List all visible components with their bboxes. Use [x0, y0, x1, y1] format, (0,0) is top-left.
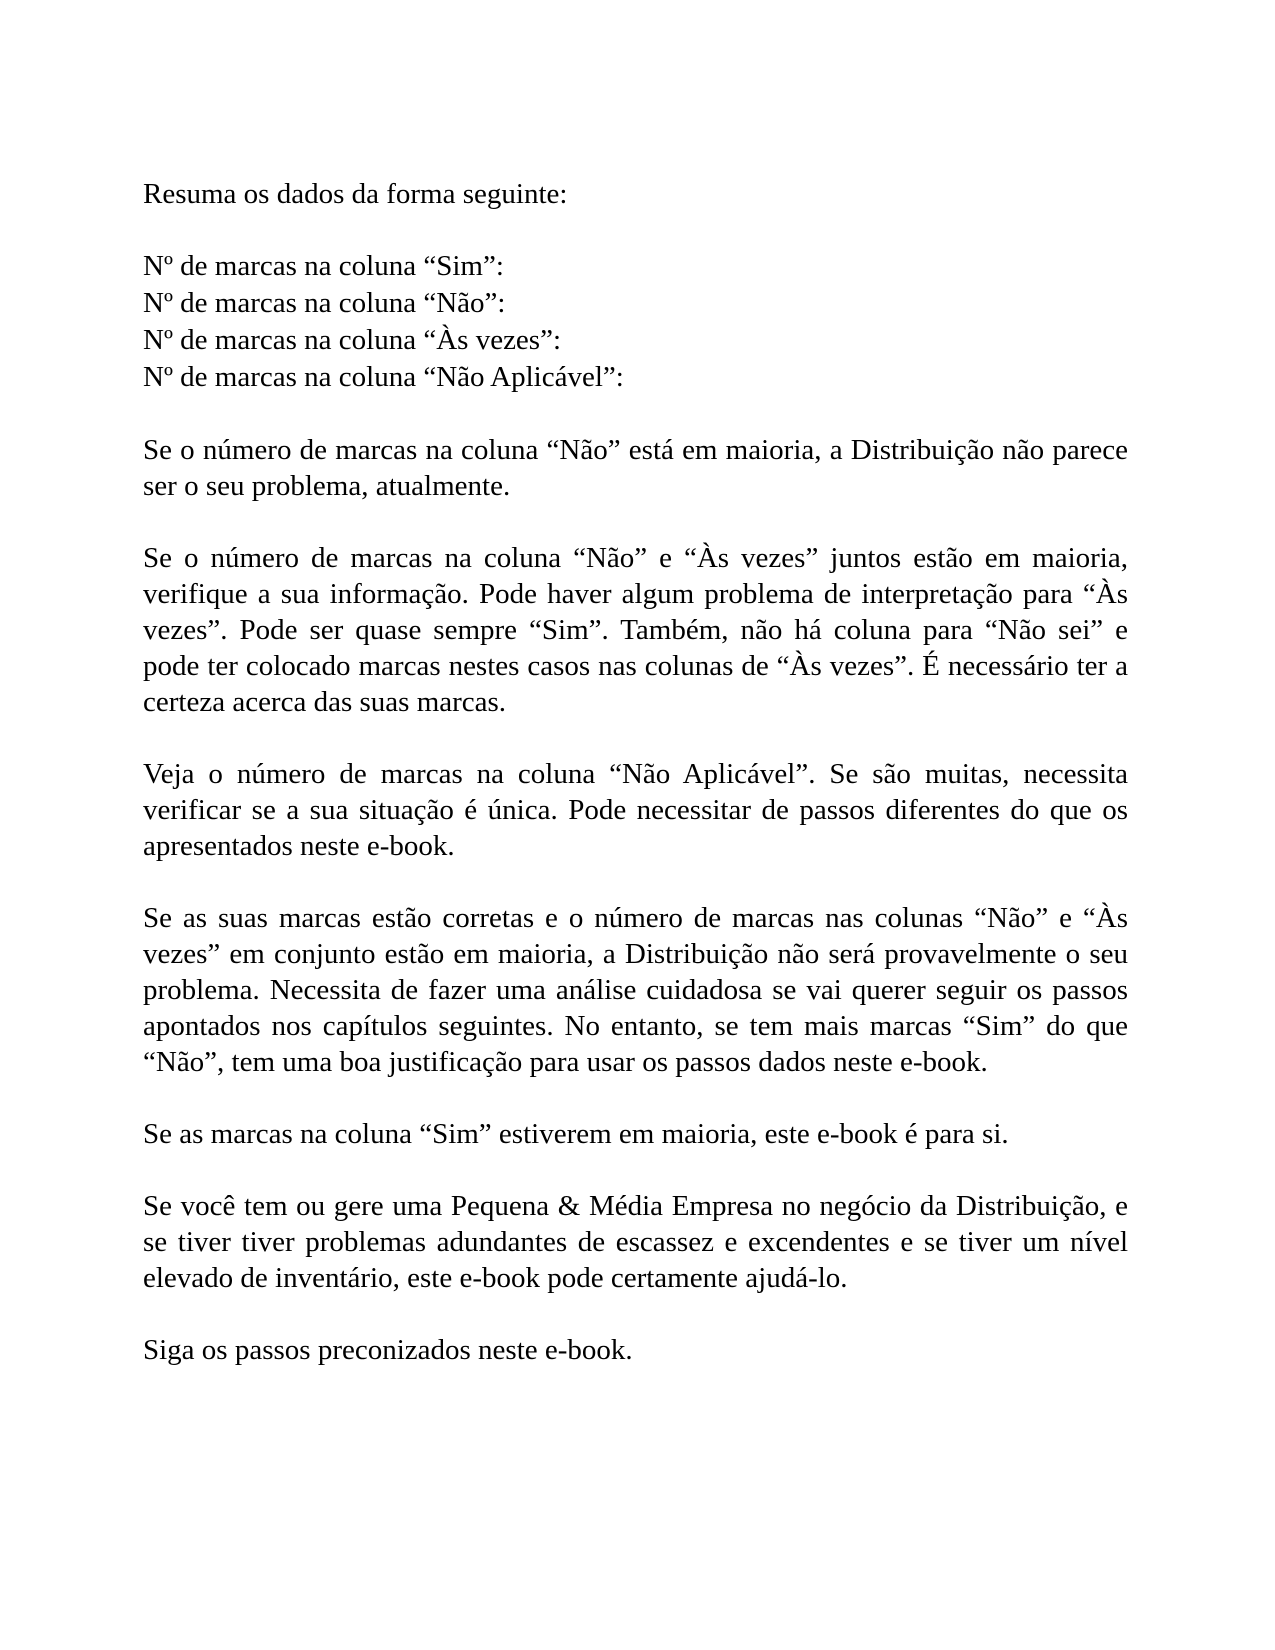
paragraph-marcas-corretas: Se as suas marcas estão corretas e o número de marcas nas colunas “Não” e “Às vezes” em conjunto estão em maioria, a Distribuição não será provavelmente o seu problema. Necessita de fazer uma análise cuidadosa se vai querer seguir os passos apontados nos capítulos seguintes. No entanto, se tem mais marcas “Sim” do que “Não”, tem uma boa justificação para usar os passos dados neste e-book. [143, 902, 1128, 1078]
summary-line-nao: Nº de marcas na coluna “Não”: [143, 287, 506, 319]
paragraph-nao-as-vezes-maioria: Se o número de marcas na coluna “Não” e “Às vezes” juntos estão em maioria, verifique a sua informação. Pode haver algum problema de interpretação para “Às vezes”. Pode ser quase sempre “Sim”. Também, não há coluna para “Não sei” e pode ter colocado marcas nestes casos nas colunas de “Às vezes”. É necessário ter a certeza acerca das suas marcas. [143, 542, 1128, 718]
summary-list [143, 248, 1128, 396]
intro-line: Resuma os dados da forma seguinte: [143, 178, 568, 210]
paragraph-nao-maioria: Se o número de marcas na coluna “Não” está em maioria, a Distribuição não parece ser o seu problema, atualmente. [143, 434, 1128, 502]
paragraph-nao-aplicavel: Veja o número de marcas na coluna “Não Aplicável”. Se são muitas, necessita verificar se a sua situação é única. Pode necessitar de passos diferentes do que os apresentados neste e-book. [143, 758, 1128, 862]
summary-line-nao-aplicavel: Nº de marcas na coluna “Não Aplicável”: [143, 361, 624, 393]
summary-line-sim: Nº de marcas na coluna “Sim”: [143, 250, 504, 282]
paragraph-sim-maioria: Se as marcas na coluna “Sim” estiverem em maioria, este e-book é para si. [143, 1118, 1009, 1150]
paragraph-pme-distribuicao: Se você tem ou gere uma Pequena & Média Empresa no negócio da Distribuição, e se tiver tiver problemas adundantes de escassez e excendentes e se tiver um nível elevado de inventário, este e-book pode certamente ajudá-lo. [143, 1190, 1128, 1294]
paragraph-siga-passos: Siga os passos preconizados neste e-book. [143, 1334, 633, 1366]
summary-line-as-vezes: Nº de marcas na coluna “Às vezes”: [143, 324, 562, 356]
